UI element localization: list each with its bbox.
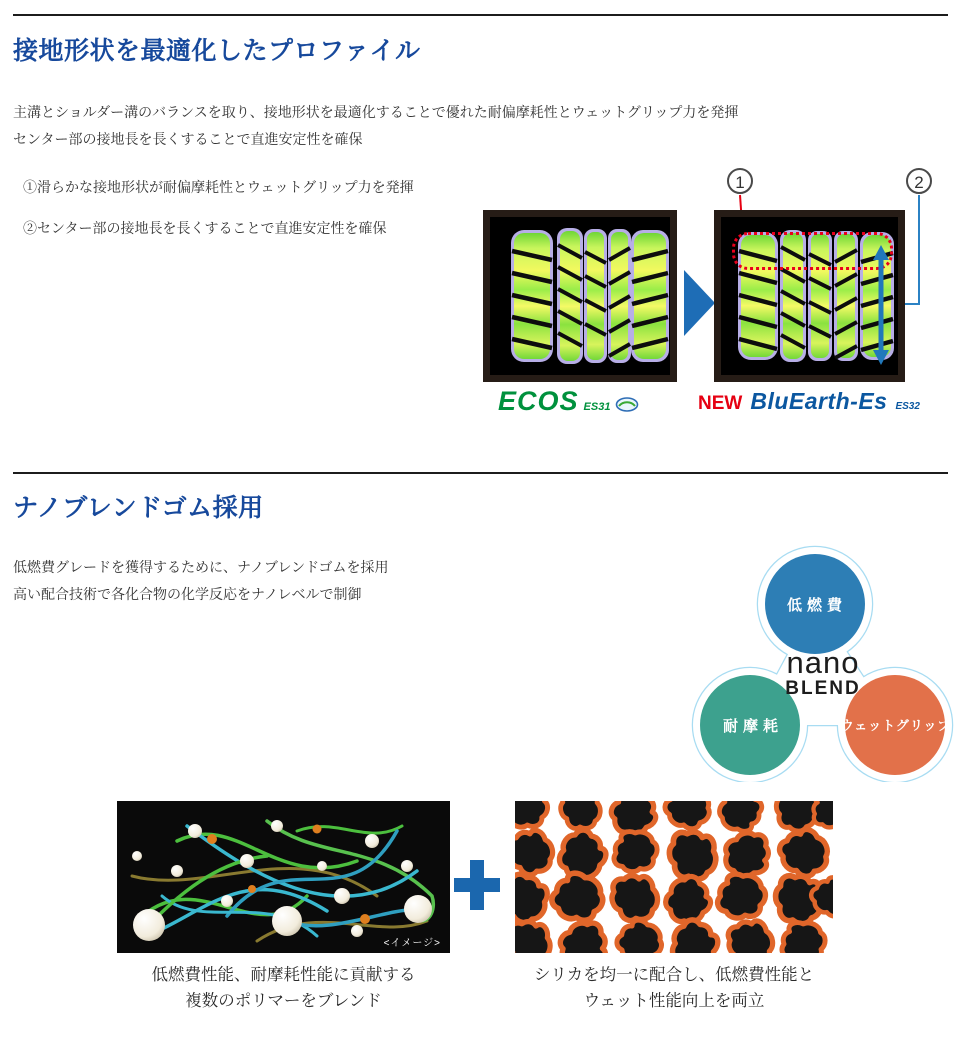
bluearth-logo-text: BluEarth-Es — [750, 388, 888, 414]
transition-arrow-icon — [684, 270, 715, 336]
contact-patch-before-frame — [483, 210, 677, 382]
nano-logo-text: nano — [786, 645, 860, 680]
blend-logo-text: BLEND — [785, 678, 861, 699]
ecos-model-code: ES31 — [583, 401, 611, 413]
polymer-caption-line-2: 複数のポリマーをブレンド — [185, 992, 382, 1010]
point-line-2: ②センター部の接地長を長くすることで直進安定性を確保 — [23, 220, 387, 236]
node-fuel-economy-label: 低燃費 — [786, 597, 848, 614]
shoulder-area-highlight-box — [732, 232, 893, 270]
bluearth-new-text: NEW — [698, 393, 743, 414]
plus-icon — [454, 860, 500, 910]
image-disclaimer-tag: <イメージ> — [383, 938, 441, 949]
intro-line-1: 主溝とショルダー溝のバランスを取り、接地形状を最適化することで優れた耐偏摩耗性とウェットグリップ力を発揮 — [13, 104, 739, 120]
nano-blend-diagram — [685, 542, 960, 787]
ecos-logo-text: ECOS — [498, 386, 579, 416]
polymer-caption — [117, 962, 450, 1014]
silica-caption-line-2: ウェット性能向上を両立 — [583, 992, 765, 1010]
nano-intro-line-1: 低燃費グレードを獲得するために、ナノブレンドゴムを採用 — [13, 559, 389, 575]
bluearth-model-code: ES32 — [895, 401, 920, 412]
node-wear-resistance-label: 耐摩耗 — [722, 718, 784, 735]
nano-intro-line-2: 高い配合技術で各化合物の化学反応をナノレベルで制御 — [13, 586, 362, 602]
contact-patch-before-image — [490, 217, 670, 375]
callout-circle-1: 1 — [727, 168, 753, 194]
polymer-caption-line-1: 低燃費性能、耐摩耗性能に貢献する — [151, 966, 416, 984]
bluearth-logo — [698, 388, 920, 415]
contact-length-double-arrow — [870, 245, 892, 365]
silica-caption-line-1: シリカを均一に配合し、低燃費性能と — [533, 966, 815, 984]
callout2-connector-vertical — [918, 195, 920, 305]
section-divider-nano — [13, 472, 948, 474]
intro-line-2: センター部の接地長を長くすることで直進安定性を確保 — [13, 131, 363, 147]
section-divider-top — [13, 14, 948, 16]
section-title-profile: 接地形状を最適化したプロファイル — [13, 37, 421, 65]
silica-caption — [515, 962, 833, 1014]
silica-dispersion-image — [515, 801, 833, 953]
ecos-logo — [498, 386, 639, 417]
node-wet-grip-label: ウェットグリップ — [840, 718, 952, 733]
eco-mark-icon — [615, 397, 639, 412]
polymer-blend-image — [117, 801, 450, 953]
point-line-1: ①滑らかな接地形状が耐偏摩耗性とウェットグリップ力を発揮 — [23, 179, 414, 195]
callout-circle-2: 2 — [906, 168, 932, 194]
section-title-nano: ナノブレンドゴム採用 — [13, 494, 264, 522]
